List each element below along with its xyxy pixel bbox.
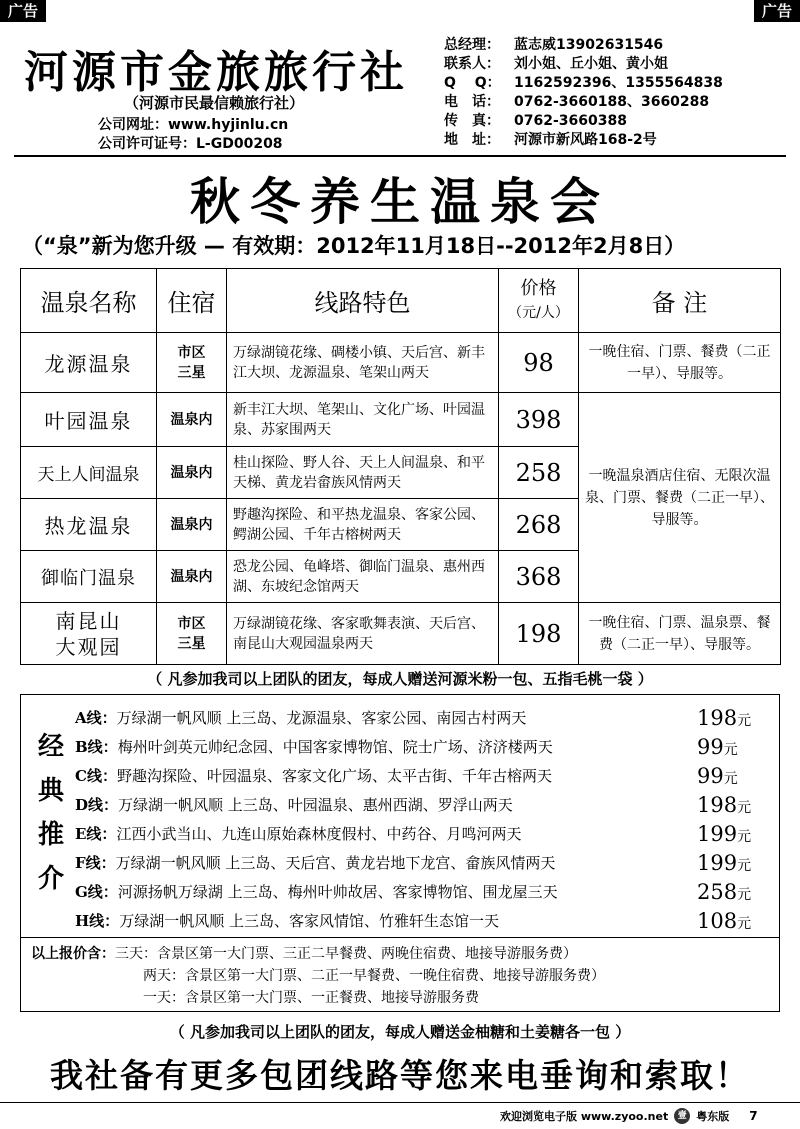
line-price-value: 199 (697, 850, 738, 875)
contact-row-fax (444, 112, 794, 131)
stay-type: 市区 三星 (157, 333, 227, 393)
stay-type: 温泉内 (157, 447, 227, 499)
line-code: C线： (75, 767, 117, 785)
line-code: H线： (75, 912, 120, 930)
col-header-note: 备 注 (579, 269, 781, 333)
call-to-action: 我社备有更多包团线路等您来电垂询和索取！ (50, 1056, 750, 1095)
line-price-value: 258 (697, 879, 738, 904)
route-features: 万绿湖镜花缘、碉楼小镇、天后宫、新丰江大坝、龙源温泉、笔架山两天 (227, 333, 499, 393)
contact-value: 刘小姐、丘小姐、黄小姐 (514, 56, 668, 72)
page-footer (500, 1108, 790, 1124)
col-header-price (499, 269, 579, 333)
line-code: D线： (75, 796, 119, 814)
line-price-unit: 元 (723, 741, 738, 758)
validity-period: （“泉”新为您升级 — 有效期：2012年11月18日--2012年2月8日） (22, 234, 686, 258)
classic-routes-label: 经典推介 (37, 732, 64, 894)
route-features: 新丰江大坝、笔架山、文化广场、叶园温泉、苏家围两天 (227, 393, 499, 447)
price: 268 (499, 499, 579, 551)
stay-type: 温泉内 (157, 551, 227, 603)
contact-value: 0762-3660188、3660288 (514, 94, 710, 110)
line-price-unit: 元 (737, 886, 752, 903)
spring-name: 热龙温泉 (21, 499, 157, 551)
note: 一晚温泉酒店住宿、无限次温泉、门票、餐费（二正一早）、导服等。 (579, 393, 781, 603)
route-line-h (75, 906, 771, 935)
line-price (697, 822, 771, 846)
line-code: E线： (75, 825, 117, 843)
line-desc: 野趣沟探险、叶园温泉、客家文化广场、太平古街、千年古榕两天 (116, 767, 552, 785)
line-desc: 梅州叶剑英元帅纪念园、中国客家博物馆、院士广场、济济楼两天 (117, 738, 553, 756)
gift-notice-2: （ 凡参加我司以上团队的团友，每成人赠送金柚糖和土姜糖各一包 ） (169, 1023, 631, 1041)
contact-value: 1162592396、1355564838 (514, 75, 723, 91)
contact-label: 电 话： (444, 94, 500, 110)
line-code: F线： (75, 854, 116, 872)
line-code: G线： (75, 883, 118, 901)
line-price-value: 198 (697, 705, 738, 730)
line-desc: 河源扬帆万绿湖 上三岛、梅州叶帅故居、客家博物馆、围龙屋三天 (117, 883, 558, 901)
stay-type: 温泉内 (157, 499, 227, 551)
line-price-unit: 元 (737, 712, 752, 729)
line-desc: 万绿湖一帆风顺 上三岛、客家风情馆、竹雅轩生态馆一天 (119, 912, 499, 930)
note: 一晚住宿、门票、餐费（二正一早）、导服等。 (579, 333, 781, 393)
spring-name: 南昆山 大观园 (21, 603, 157, 665)
page-number: 7 (749, 1109, 758, 1123)
company-slogan: （河源市民最信赖旅行社） (124, 94, 305, 112)
line-price (697, 793, 771, 817)
ad-label-left: 广告 (0, 0, 46, 22)
contact-label: Q Q： (444, 75, 501, 91)
line-price-unit: 元 (737, 828, 752, 845)
line-price (697, 735, 771, 759)
route-features: 万绿湖镜花缘、客家歌舞表演、天后宫、南昆山大观园温泉两天 (227, 603, 499, 665)
line-desc: 万绿湖一帆风顺 上三岛、叶园温泉、惠州西湖、罗浮山两天 (118, 796, 513, 814)
line-price (697, 706, 771, 730)
inclusions-one-day: 一天：含景区第一大门票、一正餐费、地接导游服务费 (143, 990, 479, 1006)
ad-label-right: 广告 (754, 0, 800, 22)
line-desc: 万绿湖一帆风顺 上三岛、龙源温泉、客家公园、南园古村两天 (116, 709, 527, 727)
stay-type: 温泉内 (157, 393, 227, 447)
company-website[interactable]: 公司网址：www.hyjinlu.cn (98, 117, 289, 133)
inclusions-heading: 以上报价含： (31, 946, 115, 962)
line-code: A线： (75, 709, 117, 727)
table-row (21, 393, 781, 447)
contact-value: 河源市新风路168-2号 (514, 132, 657, 148)
spring-name: 龙源温泉 (21, 333, 157, 393)
inclusions-three-days (31, 944, 577, 964)
spring-name: 天上人间温泉 (21, 447, 157, 499)
price-inclusions-box (20, 938, 780, 1012)
price: 98 (499, 333, 579, 393)
hot-spring-table (20, 268, 781, 665)
inclusions-three-days-text: 三天：含景区第一大门票、三正二早餐费、两晚住宿费、地接导游服务费） (115, 946, 577, 962)
route-line-c (75, 761, 771, 790)
page-title: 秋冬养生温泉会 (190, 172, 610, 231)
line-price-value: 99 (697, 763, 724, 788)
contact-info (444, 36, 794, 150)
line-price (697, 764, 771, 788)
footer-text[interactable]: 欢迎浏览电子版 www.zyoo.net (500, 1110, 669, 1123)
price: 258 (499, 447, 579, 499)
col-header-stay: 住宿 (157, 269, 227, 333)
line-desc: 万绿湖一帆风顺 上三岛、天后宫、黄龙岩地下龙宫、畲族风情两天 (115, 854, 556, 872)
line-price-unit: 元 (737, 799, 752, 816)
route-features: 桂山探险、野人谷、天上人间温泉、和平天梯、黄龙岩畲族风情两天 (227, 447, 499, 499)
contact-label: 地 址： (444, 132, 500, 148)
table-header-row (21, 269, 781, 333)
footer-divider (0, 1102, 800, 1103)
route-line-e (75, 819, 771, 848)
gift-notice-1: （ 凡参加我司以上团队的团友，每成人赠送河源米粉一包、五指毛桃一袋 ） (147, 670, 653, 688)
route-line-f (75, 848, 771, 877)
company-name: 河源市金旅旅行社 (24, 47, 408, 98)
contact-row-manager (444, 36, 794, 55)
line-price (697, 851, 771, 875)
spring-name: 叶园温泉 (21, 393, 157, 447)
line-price-unit: 元 (737, 857, 752, 874)
price: 198 (499, 603, 579, 665)
route-features: 恐龙公园、龟峰塔、御临门温泉、惠州西湖、东坡纪念馆两天 (227, 551, 499, 603)
route-line-g (75, 877, 771, 906)
price: 398 (499, 393, 579, 447)
contact-row-phone (444, 93, 794, 112)
line-price (697, 880, 771, 904)
route-line-d (75, 790, 771, 819)
table-row (21, 603, 781, 665)
line-price-value: 198 (697, 792, 738, 817)
line-price-value: 99 (697, 734, 724, 759)
route-features: 野趣沟探险、和平热龙温泉、客家公园、鳄湖公园、千年古榕树两天 (227, 499, 499, 551)
line-code: B线： (75, 738, 118, 756)
col-header-route: 线路特色 (227, 269, 499, 333)
contact-row-qq (444, 74, 794, 93)
line-price-value: 108 (697, 908, 738, 933)
line-price-unit: 元 (737, 915, 752, 932)
contact-label: 传 真： (444, 113, 500, 129)
stay-type: 市区 三星 (157, 603, 227, 665)
contact-label: 联系人： (444, 56, 500, 72)
line-desc: 江西小武当山、九连山原始森林度假村、中药谷、月鸣河两天 (116, 825, 522, 843)
price-header-label: 价格 (520, 277, 557, 299)
contact-row-address (444, 131, 794, 150)
company-license: 公司许可证号：L-GD00208 (98, 136, 283, 152)
contact-label: 总经理： (444, 37, 500, 53)
table-row (21, 333, 781, 393)
price: 368 (499, 551, 579, 603)
publisher-logo-icon: 壹 (674, 1108, 690, 1124)
col-header-name: 温泉名称 (21, 269, 157, 333)
route-line-b (75, 732, 771, 761)
line-price-value: 199 (697, 821, 738, 846)
price-header-unit: （元/人） (508, 304, 569, 321)
note: 一晚住宿、门票、温泉票、餐费（二正一早）、导服等。 (579, 603, 781, 665)
route-line-a (75, 703, 771, 732)
classic-routes-box (20, 694, 780, 938)
inclusions-two-days: 两天：含景区第一大门票、二正一早餐费、一晚住宿费、地接导游服务费） (143, 968, 605, 984)
contact-row-people (444, 55, 794, 74)
contact-value: 0762-3660388 (514, 113, 627, 129)
header-divider (14, 155, 786, 157)
line-price-unit: 元 (723, 770, 738, 787)
spring-name: 御临门温泉 (21, 551, 157, 603)
line-price (697, 909, 771, 933)
contact-value: 蓝志威13902631546 (514, 37, 664, 53)
edition-label: 粤东版 (696, 1110, 730, 1123)
